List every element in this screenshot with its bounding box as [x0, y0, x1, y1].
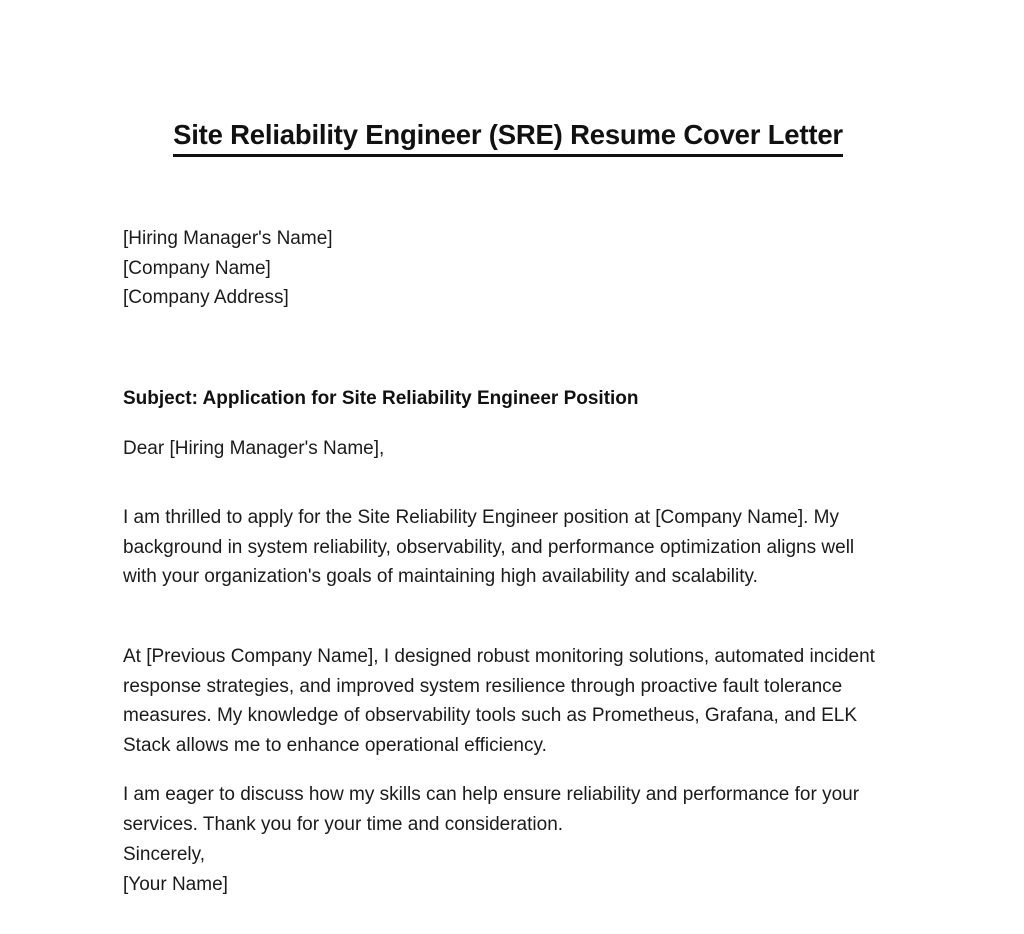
recipient-line-company-address: [Company Address] [123, 287, 289, 308]
valediction: Sincerely, [123, 844, 206, 865]
subject-line: Subject: Application for Site Reliability Engineer Position [123, 388, 639, 409]
recipient-line-hiring-manager: [Hiring Manager's Name] [123, 228, 333, 249]
recipient-line-company-name: [Company Name] [123, 257, 271, 279]
closing-block [123, 840, 623, 899]
document-title [173, 119, 843, 157]
body-paragraph-3: I am eager to discuss how my skills can help ensure reliability and performance for your services. Thank you for your time and consideration. [123, 784, 860, 835]
document-title-text: Site Reliability Engineer (SRE) Resume Cover Letter [173, 119, 843, 157]
body-paragraph-1: I am thrilled to apply for the Site Reliability Engineer position at [Company Name]. My background in system reliability, observability, and performance optimization aligns well with your organization's goals of maintaining high availability and scalability. [123, 507, 855, 588]
recipient-address-block [123, 224, 823, 313]
salutation-line: Dear [Hiring Manager's Name], [123, 438, 385, 459]
signature-name: [Your Name] [123, 873, 228, 895]
body-paragraph-2: At [Previous Company Name], I designed robust monitoring solutions, automated incident response strategies, and improved system resilience through proactive fault tolerance measures. My knowledge of observability tools such as Prometheus, Grafana, and ELK Stack allows me to enhance operational efficiency. [123, 646, 875, 756]
